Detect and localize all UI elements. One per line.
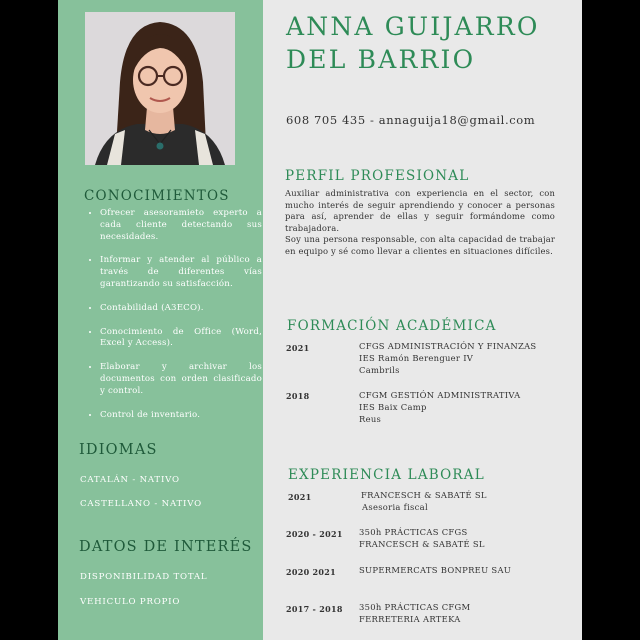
experience-year: 2020 - 2021 bbox=[286, 529, 343, 539]
experience-entry bbox=[359, 564, 511, 576]
profile-paragraph: Soy una persona responsable, con alta capacidad de trabajar en equipo y sé como llevar a clientes en situaciones difíciles. bbox=[285, 234, 555, 256]
experience-company: FRANCESCH & SABATÉ SL bbox=[361, 490, 487, 500]
experience-company: 350h PRÁCTICAS CFGM bbox=[359, 602, 471, 612]
resume-page bbox=[58, 0, 582, 640]
education-school: IES Ramón Berenguer IV bbox=[359, 353, 474, 363]
experience-detail: Asesoria fiscal bbox=[362, 502, 428, 512]
experience-company: SUPERMERCATS BONPREU SAU bbox=[359, 565, 512, 575]
experience-title: EXPERIENCIA LABORAL bbox=[288, 467, 485, 483]
profile-title: PERFIL PROFESIONAL bbox=[285, 168, 470, 184]
knowledge-item: • Informar y atender al público a través de diferentes vías garantizando su satisfacción. bbox=[100, 255, 262, 290]
language-item: CASTELLANO - NATIVO bbox=[80, 499, 202, 509]
experience-detail: FERRETERIA ARTEKA bbox=[359, 614, 461, 624]
education-title: FORMACIÓN ACADÉMICA bbox=[287, 318, 497, 334]
name-line-1: ANNA GUIJARRO bbox=[286, 12, 540, 41]
experience-company: 350h PRÁCTICAS CFGS bbox=[359, 527, 468, 537]
knowledge-title: CONOCIMIENTOS bbox=[84, 188, 230, 204]
languages-title: IDIOMAS bbox=[79, 442, 158, 458]
experience-year: 2021 bbox=[288, 492, 312, 502]
education-entry bbox=[359, 389, 520, 425]
knowledge-item: • Control de inventario. bbox=[100, 410, 262, 422]
sidebar bbox=[58, 0, 263, 640]
knowledge-item: • Contabilidad (A3ECO). bbox=[100, 303, 262, 315]
education-city: Reus bbox=[359, 414, 382, 424]
experience-entry bbox=[359, 601, 470, 625]
candidate-name bbox=[286, 10, 540, 76]
knowledge-item: • Ofrecer asesoramieto experto a cada cliente detectando sus necesidades. bbox=[100, 208, 262, 243]
interest-item: VEHICULO PROPIO bbox=[80, 597, 181, 607]
education-entry bbox=[359, 340, 536, 376]
experience-detail: FRANCESCH & SABATÉ SL bbox=[359, 539, 485, 549]
education-degree: CFGS ADMINISTRACIÓN Y FINANZAS bbox=[359, 341, 537, 351]
experience-year: 2017 - 2018 bbox=[286, 604, 343, 614]
experience-year: 2020 2021 bbox=[286, 567, 337, 577]
knowledge-list bbox=[88, 208, 262, 433]
profile-text bbox=[285, 188, 555, 258]
knowledge-item: • Conocimiento de Office (Word, Excel y Access). bbox=[100, 327, 262, 351]
experience-entry bbox=[361, 489, 487, 513]
education-degree: CFGM GESTIÓN ADMINISTRATIVA bbox=[359, 390, 521, 400]
education-school: IES Baix Camp bbox=[359, 402, 427, 412]
interest-title: DATOS DE INTERÉS bbox=[79, 539, 253, 555]
education-year: 2018 bbox=[286, 391, 310, 401]
knowledge-item: • Elaborar y archivar los documentos con orden clasificado y control. bbox=[100, 362, 262, 397]
language-item: CATALÁN - NATIVO bbox=[80, 475, 180, 485]
interest-item: DISPONIBILIDAD TOTAL bbox=[80, 572, 208, 582]
experience-entry bbox=[359, 526, 485, 550]
education-year: 2021 bbox=[286, 343, 310, 353]
portrait-photo bbox=[85, 12, 235, 165]
contact-info: 608 705 435 - annaguija18@gmail.com bbox=[286, 113, 536, 127]
education-city: Cambrils bbox=[359, 365, 400, 375]
profile-paragraph: Auxiliar administrativa con experiencia en el sector, con mucho interés de seguir aprendiendo y conocer a personas para así, aprender de ellas y seguir formándome como trabajadora. bbox=[285, 188, 555, 233]
name-line-2: DEL BARRIO bbox=[286, 45, 476, 74]
